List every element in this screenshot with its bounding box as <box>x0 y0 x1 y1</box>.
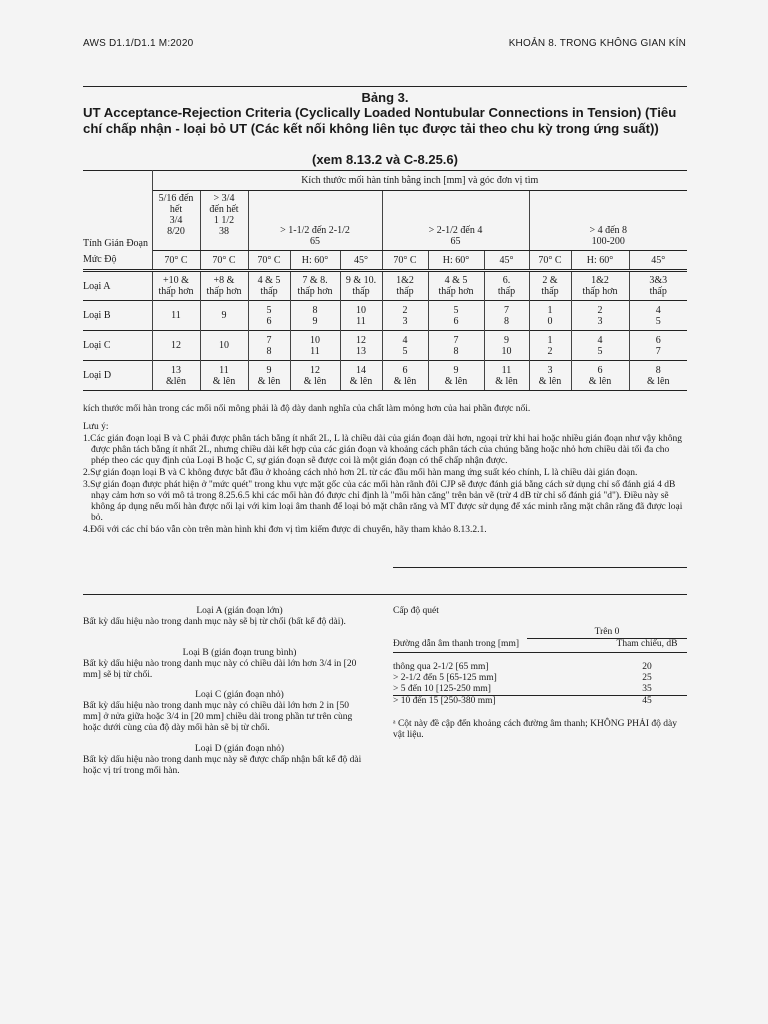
class-text: Bất kỳ dấu hiệu nào trong danh mục này sẽ bị từ chối (bất kể độ dài). <box>83 617 346 627</box>
angle-cell: 70° C <box>152 251 200 271</box>
table-cell: 7 8 <box>484 301 529 331</box>
separator-full <box>83 594 687 595</box>
row-class-label: Loại B <box>83 301 152 331</box>
table-cell: 8 & lên <box>629 361 687 391</box>
angle-cell: H: 60° <box>571 251 629 271</box>
table-cell: 6 & lên <box>382 361 428 391</box>
class-b-block <box>83 648 366 681</box>
table-cell: 4 5 <box>629 301 687 331</box>
row-class-label: Loại C <box>83 331 152 361</box>
table-cell: 7 8 <box>248 331 290 361</box>
table-number: Bảng 3. <box>361 90 409 105</box>
table-row <box>83 331 687 361</box>
scan-level-heading: Cấp độ quét <box>393 606 439 616</box>
table-cell: +10 & thấp hơn <box>152 271 200 301</box>
table-cell: 6 & lên <box>571 361 629 391</box>
note-item: 4.Đối với các chỉ báo vẫn còn trên màn hình khi đơn vị tìm kiếm được di chuyển, hãy tham khảo 8.13.2.1. <box>83 525 487 535</box>
table-cell: 10 11 <box>290 331 340 361</box>
table-cell: 10 <box>200 331 248 361</box>
note-item: 1.Các gián đoạn loại B và C phải được phân tách bằng ít nhất 2L, L là chiều dài của gián đoạn dài hơn, ngoại trừ khi hai hoặc nhiều gián đoạn như vậy không được phân tách bằng ít nhất 2L, nhưng chiều dài kết hợp của các gián đoạn và khoảng cách phân tách của chúng bằng hoặc nhỏ hơn chiều dài tối đa cho phép theo các quy định của Loại B hoặc C, sự gián đoạn sẽ được coi là một gián đoạn có thể chấp nhận được. <box>83 434 682 466</box>
angle-cell: 70° C <box>529 251 571 271</box>
notes-section <box>83 422 689 537</box>
table-cell: 12 13 <box>340 331 382 361</box>
scan-level-row: > 5 đến 10 [125-250 mm] 35 <box>393 684 652 694</box>
note-item: 3.Sự gián đoạn được phát hiện ở "mức quét" trong khu vực mặt gốc của các mối hàn rãnh đôi CJP sẽ được đánh giá bằng cách sử dụng chỉ số đánh giá 4 dB nhạy cảm hơn so với mô tả trong 8.25.6.5 khi các mối hàn đó được chỉ định là "mối hàn căng" trên bản vẽ (trừ 4 dB từ chỉ số đánh giá "d"). Điều này sẽ không áp dụng nếu mối hàn được nối lại với kim loại âm thanh để loại bỏ mặt chân răng và MT được sử dụng để xác minh rằng mặt chân răng đã được loại bỏ. <box>83 480 683 523</box>
group-5-header: > 4 đến 8 100-200 <box>529 191 687 251</box>
table-cell: 12 <box>152 331 200 361</box>
table-cell: 3 & lên <box>529 361 571 391</box>
class-c-block <box>83 690 366 734</box>
table-cell: 11 & lên <box>484 361 529 391</box>
class-a-block <box>83 606 366 628</box>
scan-level-row: > 2-1/2 đến 5 [65-125 mm] 25 <box>393 673 652 683</box>
row-label-severity: Tính Gián Đoạn <box>83 191 152 251</box>
table-row <box>83 301 687 331</box>
row-class-label: Loại A <box>83 271 152 301</box>
separator-right <box>393 567 687 568</box>
col-reference-db: Tham chiếu, dB <box>616 639 678 649</box>
table-cell: 4 5 <box>382 331 428 361</box>
class-text: Bất kỳ dấu hiệu nào trong danh mục này có chiều dài lớn hơn 2 in [50 mm] ở nửa giữa hoặc 3/4 in [20 mm] chiều dài trong phần tư trên cùng hoặc dưới cùng của độ dày mối hàn sẽ bị từ chối. <box>83 701 353 733</box>
header-right: KHOẢN 8. TRONG KHÔNG GIAN KÍN <box>508 38 686 49</box>
table-cell: 4 & 5 thấp <box>248 271 290 301</box>
corner-cell <box>83 171 152 191</box>
scan-level-block <box>393 606 687 741</box>
table-cell: 2 3 <box>382 301 428 331</box>
angle-cell: 70° C <box>248 251 290 271</box>
top-rule <box>83 86 687 87</box>
class-text: Bất kỳ dấu hiệu nào trong danh mục này có chiều dài lớn hơn 3/4 in [20 mm] sẽ bị từ chối. <box>83 659 357 680</box>
group-4-header: > 2-1/2 đến 4 65 <box>382 191 529 251</box>
table-cell: 9 & 10. thấp <box>340 271 382 301</box>
scan-level-row: > 10 đến 15 [250-380 mm] 45 <box>393 695 687 707</box>
group-3-header: > 1-1/2 đến 2-1/2 65 <box>248 191 382 251</box>
angle-cell: 70° C <box>382 251 428 271</box>
class-heading: Loại B (gián đoạn trung bình) <box>182 648 297 658</box>
above-zero-label: Trên 0 <box>527 627 687 639</box>
table-cell: 8 9 <box>290 301 340 331</box>
class-heading: Loại D (gián đoạn nhỏ) <box>194 744 285 754</box>
table-cell: 1 0 <box>529 301 571 331</box>
table-cell: 9 & lên <box>248 361 290 391</box>
table-reference: (xem 8.13.2 và C-8.25.6) <box>312 152 458 167</box>
table-cell: 6. thấp <box>484 271 529 301</box>
table-cell: +8 & thấp hơn <box>200 271 248 301</box>
table-cell: 11 & lên <box>200 361 248 391</box>
table-cell: 6 7 <box>629 331 687 361</box>
table-cell: 9 <box>200 301 248 331</box>
table-cell: 9 10 <box>484 331 529 361</box>
table-cell: 1 2 <box>529 331 571 361</box>
table-footnote: kích thước mối hàn trong các mối nối mông phải là độ dày danh nghĩa của chất làm mỏng hơn của hai phần được nối. <box>83 404 531 414</box>
table-cell: 5 6 <box>428 301 484 331</box>
angle-cell: 45° <box>629 251 687 271</box>
table-cell: 9 & lên <box>428 361 484 391</box>
row-label-level: Mức Độ <box>83 251 152 271</box>
table-cell: 4 & 5 thấp hơn <box>428 271 484 301</box>
scan-level-row: thông qua 2-1/2 [65 mm] 20 <box>393 662 652 672</box>
table-cell: 13 &lên <box>152 361 200 391</box>
table-body <box>83 271 687 391</box>
class-heading: Loại C (gián đoạn nhỏ) <box>195 690 284 700</box>
angle-cell: H: 60° <box>428 251 484 271</box>
angle-cell: 45° <box>484 251 529 271</box>
note-item: 2.Sự gián đoạn loại B và C không được bắt đầu ở khoảng cách nhỏ hơn 2L từ các đầu mối hàn mang ứng suất kéo chính, L là chiều dài gián đoạn. <box>83 468 638 478</box>
span-header: Kích thước mối hàn tính bằng inch [mm] và góc đơn vị tìm <box>152 171 687 191</box>
table-cell: 3&3 thấp <box>629 271 687 301</box>
scan-level-footnote: ᵃ Cột này đề cập đến khoảng cách đường âm thanh; KHÔNG PHẢI độ dày vật liệu. <box>393 719 677 740</box>
col-sound-path: Đường dẫn âm thanh trong [mm] <box>393 639 519 649</box>
table-cell: 14 & lên <box>340 361 382 391</box>
table-cell: 10 11 <box>340 301 382 331</box>
scan-level-header <box>393 639 687 653</box>
table-row <box>83 271 687 301</box>
table-title: UT Acceptance-Rejection Criteria (Cyclically Loaded Nontubular Connections in Tension) (Tiêu chí chấp nhận - loại bỏ UT (Các kết nối không liên tục được tải theo chu kỳ trong ứng suất)) <box>83 105 677 136</box>
table-cell: 1&2 thấp hơn <box>571 271 629 301</box>
table-cell: 1&2 thấp <box>382 271 428 301</box>
notes-heading: Lưu ý: <box>83 422 109 432</box>
table-cell: 2 & thấp <box>529 271 571 301</box>
table-cell: 11 <box>152 301 200 331</box>
group-2-header: > 3/4 đến hết 1 1/2 38 <box>200 191 248 251</box>
angle-cell: H: 60° <box>290 251 340 271</box>
table-row <box>83 361 687 391</box>
table-cell: 4 5 <box>571 331 629 361</box>
acceptance-table <box>83 170 687 391</box>
table-cell: 7 8 <box>428 331 484 361</box>
header-left: AWS D1.1/D1.1 M:2020 <box>83 38 194 49</box>
angle-cell: 45° <box>340 251 382 271</box>
group-1-header: 5/16 đến hết 3/4 8/20 <box>152 191 200 251</box>
class-text: Bất kỳ dấu hiệu nào trong danh mục này sẽ được chấp nhận bất kể độ dài hoặc vị trí trong mối hàn. <box>83 755 362 776</box>
angle-cell: 70° C <box>200 251 248 271</box>
row-class-label: Loại D <box>83 361 152 391</box>
class-heading: Loại A (gián đoạn lớn) <box>196 606 283 616</box>
table-cell: 7 & 8. thấp hơn <box>290 271 340 301</box>
table-cell: 5 6 <box>248 301 290 331</box>
class-d-block <box>83 744 366 777</box>
table-cell: 2 3 <box>571 301 629 331</box>
table-cell: 12 & lên <box>290 361 340 391</box>
